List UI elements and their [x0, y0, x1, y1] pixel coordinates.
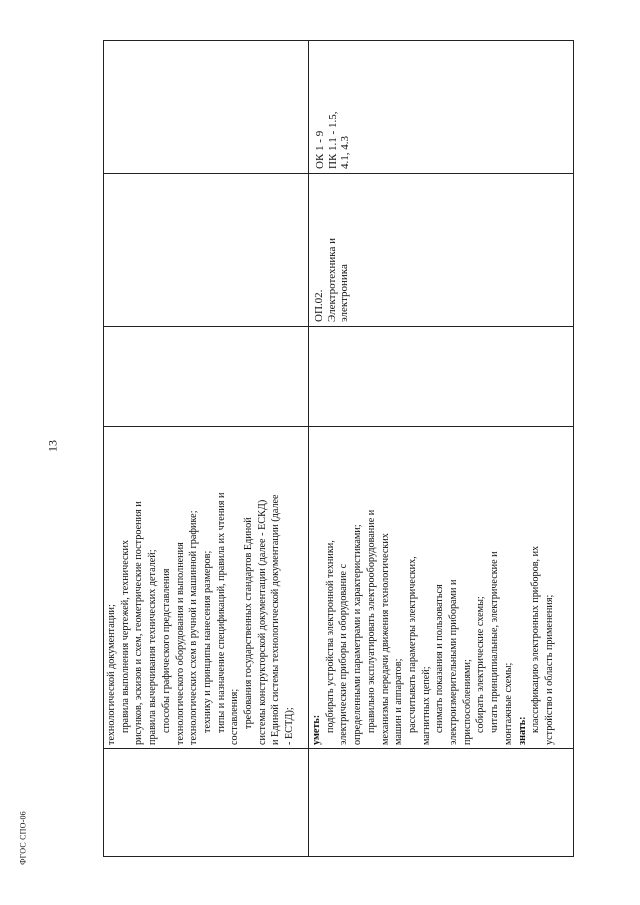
text-line: правильно эксплуатировать электрооборудование и [365, 509, 377, 733]
text-line: читать принципиальные, электрические и [489, 551, 501, 733]
text-line: механизмы передачи движения технологических [379, 533, 391, 745]
text-line: определенными параметрами и характеристиками; [352, 524, 364, 745]
hours-cell [104, 327, 308, 427]
competence-codes: ОК 1 - 9 [314, 130, 326, 169]
text-line: правила вычерчивания технических деталей; [147, 549, 159, 745]
discipline-cell [309, 174, 573, 327]
standards-table [103, 40, 574, 857]
competence-codes: 4.1, 4.3 [339, 136, 351, 169]
text-line: рассчитывать параметры электрических, [406, 556, 418, 733]
competence-codes: ПК 1.1 - 1.5, [326, 111, 339, 169]
text-line: составления; [229, 688, 241, 745]
text-line: рисунков, эскизов и схем, геометрические построения и [133, 501, 145, 745]
index-cell [104, 749, 308, 856]
text-line: - ЕСТД); [284, 707, 296, 745]
text-line: технологических схем в ручной и машинной графике; [188, 510, 200, 745]
text-line: технику и принципы нанесения размеров; [201, 550, 213, 733]
text-line: снимать показания и пользоваться [434, 584, 446, 733]
znat-label: знать: [516, 716, 528, 745]
table-row [308, 40, 574, 857]
text-line: магнитных цепей; [420, 666, 432, 745]
text-line [516, 430, 530, 745]
competences-cell [309, 39, 573, 174]
hours-cell [309, 327, 573, 427]
text-line: электроизмерительными приборами и [448, 579, 460, 745]
text-line: электрические приборы и оборудование с [338, 563, 350, 745]
text-line [310, 430, 324, 745]
text-line: приспособлениями; [461, 659, 473, 745]
text-line: технологического оборудования и выполнения [174, 542, 186, 745]
text-line: устройство и область применения; [543, 594, 555, 745]
competences-cell [104, 39, 308, 174]
text-line: правила выполнения чертежей, технических [119, 539, 131, 733]
text-line: системы конструкторской документации (далее - ЕСКД) [256, 499, 268, 745]
discipline-name: электроника [338, 264, 350, 322]
text-line: машин и аппаратов; [393, 658, 405, 745]
text-line: типы и назначение спецификаций, правила их чтения и [215, 492, 227, 733]
text-line: способы графического представления [160, 568, 172, 733]
text-line: классификацию электронных приборов, их [530, 545, 542, 733]
description-cell [309, 427, 573, 749]
text-line: подбирать устройства электронной техники, [324, 540, 336, 733]
text-line: и Единой системы технологической документации (далее [270, 494, 282, 745]
umet-label: уметь: [311, 714, 322, 745]
text-line: требования государственных стандартов Единой [243, 517, 255, 729]
description-cell [104, 427, 308, 749]
page-number: 13 [45, 440, 60, 452]
text-line: технологической документации; [106, 604, 117, 745]
rotated-table-area [103, 40, 574, 857]
table-row [103, 40, 309, 857]
discipline-code: ОП.02. [313, 289, 325, 322]
index-cell [309, 749, 573, 856]
footer-code: ФГОС СПО-06 [18, 811, 28, 865]
text-line: собирать электрические схемы; [475, 596, 487, 733]
text-line: монтажные схемы; [502, 662, 514, 745]
discipline-name: Электротехника и [325, 238, 338, 322]
discipline-cell [104, 174, 308, 327]
